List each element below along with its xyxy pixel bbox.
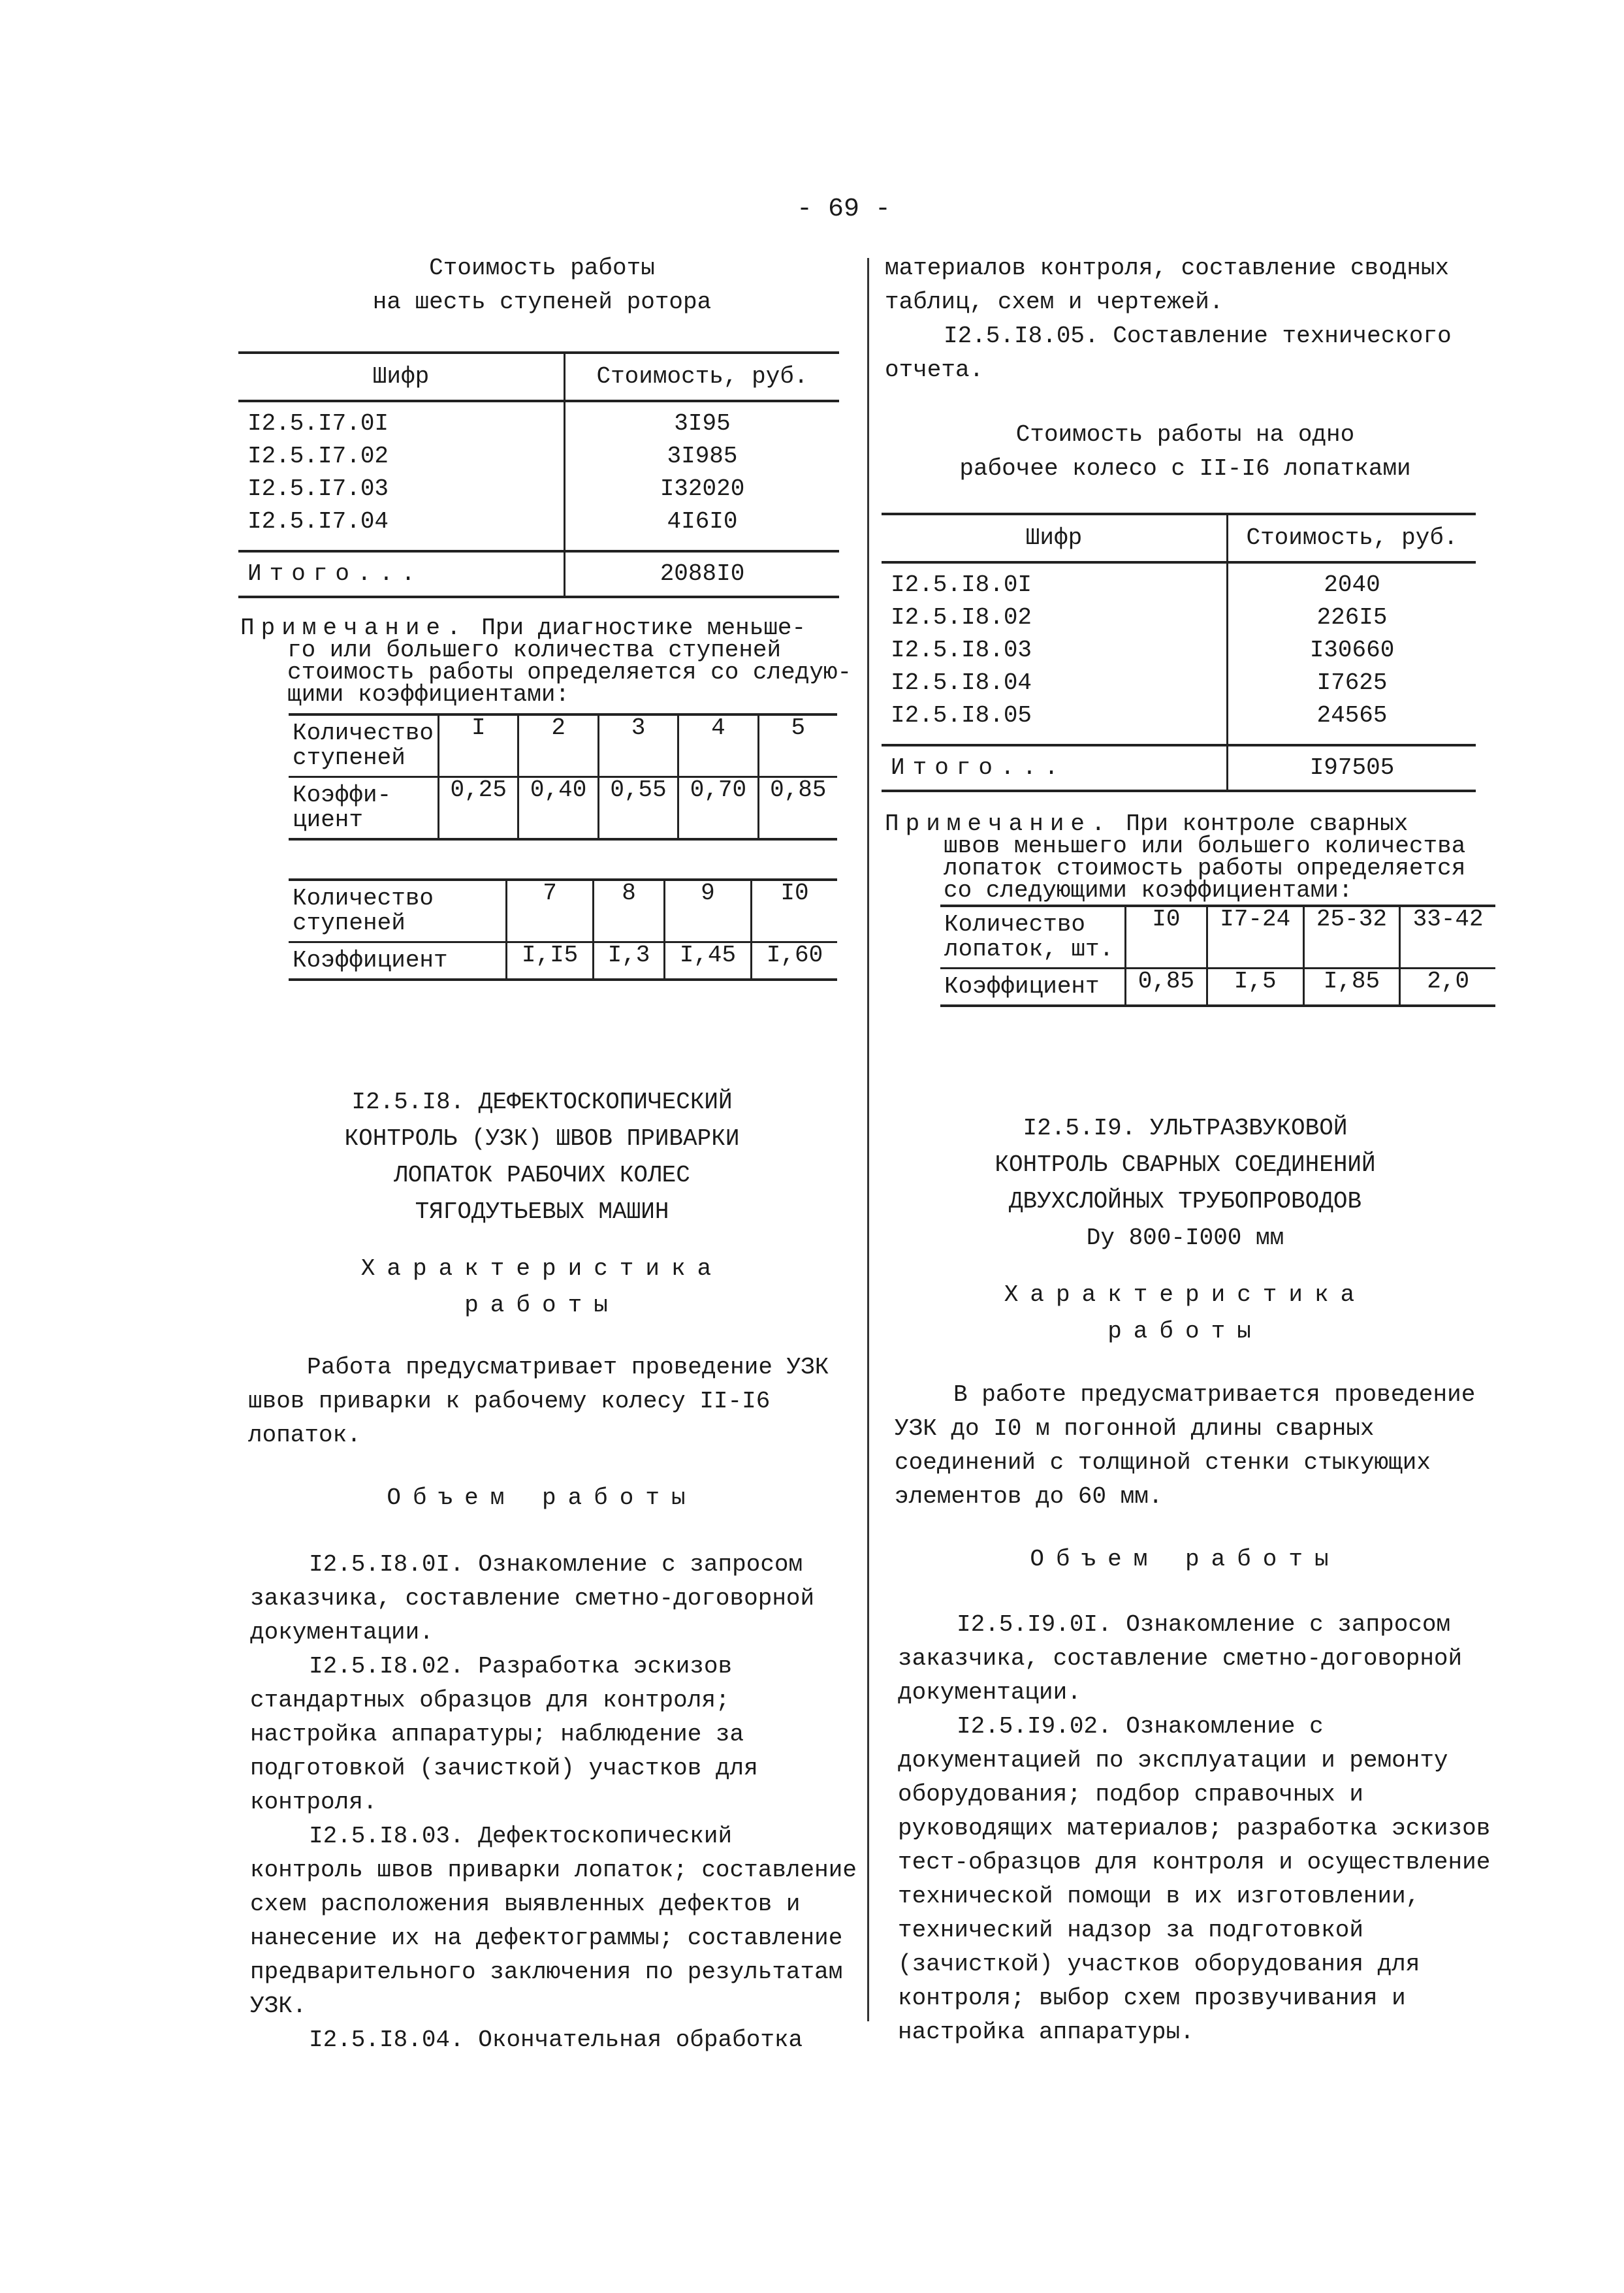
label-line: циент (293, 807, 364, 833)
row-label: Коэффициент (940, 969, 1126, 1006)
left-volume-heading: Объем работы (387, 1484, 697, 1511)
cell: I7-24 (1207, 906, 1303, 969)
left-characteristic-text: Работа предусматривает проведение УЗК швов приварки к рабочему колесу II-I6 лопаток. (248, 1354, 829, 1449)
left-note (240, 617, 854, 706)
table-row (289, 714, 837, 777)
right-volume-items (898, 1608, 1492, 2049)
caption-line: на шесть ступеней ротора (372, 289, 712, 315)
row-label (289, 880, 507, 942)
page-number: - 69 - (797, 195, 891, 224)
table-row (882, 562, 1476, 601)
note-text: При диагностике меньше- (481, 615, 806, 641)
cost-cell: 2040 (1324, 571, 1380, 598)
left-coef-table-1 (289, 713, 837, 841)
cell: 0,70 (678, 777, 758, 840)
cell: 0,85 (758, 777, 837, 840)
row-label (940, 906, 1126, 969)
label-line: ступеней (293, 910, 406, 937)
cell: 2 (518, 714, 598, 777)
caption-line: Стоимость работы на одно (1015, 421, 1355, 448)
cipher-cell: I2.5.I7.0I (238, 401, 565, 440)
list-item: I2.5.I8.0I. Ознакомление с запросом заказчика, составление сметно-договорной документации. (250, 1551, 815, 1646)
heading-line: Характеристика (360, 1255, 724, 1282)
table-row (289, 942, 837, 980)
table-row (882, 634, 1476, 667)
row-label (289, 777, 439, 840)
total-label: Итого... (882, 745, 1228, 791)
cell: 7 (507, 880, 594, 942)
label-line: Коэффи- (293, 782, 392, 809)
list-item: I2.5.I8.05. Составление технического отчета. (885, 323, 1452, 383)
continuation-text: материалов контроля, составление сводных таблиц, схем и чертежей. (885, 255, 1450, 315)
cell: 3 (598, 714, 678, 777)
title-line: Dу 800-I000 мм (1086, 1225, 1284, 1251)
cost-cell: 24565 (1316, 702, 1388, 729)
title-line: I2.5.I9. УЛЬТРАЗВУКОВОЙ (1023, 1115, 1348, 1142)
note-line: со следующими коэффициентами: (944, 877, 1353, 904)
title-line: ТЯГОДУТЬЕВЫХ МАШИН (415, 1198, 669, 1225)
table-row (238, 401, 839, 440)
column-header: Шифр (882, 514, 1228, 562)
cipher-cell: I2.5.I8.05 (882, 699, 1228, 745)
cipher-cell: I2.5.I7.02 (238, 440, 565, 473)
note-line: швов меньшего или большего количества (944, 833, 1466, 859)
heading-line: Характеристика (1004, 1281, 1367, 1308)
cell: 0,40 (518, 777, 598, 840)
cost-cell: I7625 (1316, 669, 1388, 696)
note-text: При контроле сварных (1126, 810, 1409, 837)
title-line: ДВУХСЛОЙНЫХ ТРУБОПРОВОДОВ (1008, 1188, 1362, 1215)
table-row (882, 601, 1476, 634)
right-cost-table (882, 513, 1476, 792)
label-line: Количество (293, 885, 434, 912)
note-line: щими коэффициентами: (287, 681, 570, 708)
cipher-cell: I2.5.I8.02 (882, 601, 1228, 634)
cipher-cell: I2.5.I7.03 (238, 473, 565, 505)
right-volume-heading: Объем работы (1030, 1546, 1341, 1573)
title-line: ЛОПАТОК РАБОЧИХ КОЛЕС (394, 1162, 690, 1189)
table-row (289, 777, 837, 840)
heading-line: работы (464, 1292, 620, 1319)
cost-cell: 3I985 (667, 443, 738, 470)
left-cost-table (238, 351, 839, 598)
cipher-cell: I2.5.I8.03 (882, 634, 1228, 667)
cell: 4 (678, 714, 758, 777)
list-item: I2.5.I9.0I. Ознакомление с запросом заказчика, составление сметно-договорной документации. (898, 1611, 1463, 1706)
cell: 2,0 (1400, 969, 1495, 1006)
cipher-cell: I2.5.I8.04 (882, 667, 1228, 699)
list-item: I2.5.I9.02. Ознакомление с документацией по эксплуатации и ремонту оборудования; подбор справочных и руководящих материалов; разработка эскизов тест-образцов для контроля и осуществление технической помощи в их изготовлении, технический надзор за подготовкой (зачисткой) участков оборудования для контроля; выбор схем прозвучивания и настройка аппаратуры. (898, 1713, 1491, 2045)
caption-line: Стоимость работы (429, 255, 655, 281)
cell: 9 (664, 880, 751, 942)
table-row (940, 906, 1495, 969)
cell: 25-32 (1303, 906, 1400, 969)
cell: 33-42 (1400, 906, 1495, 969)
total-value: I97505 (1228, 745, 1476, 791)
column-header: Стоимость, руб. (1228, 514, 1476, 562)
note-lead: Примечание. (240, 615, 468, 641)
cell: I0 (1126, 906, 1207, 969)
cipher-cell: I2.5.I8.0I (882, 562, 1228, 601)
table-row (238, 505, 839, 551)
cell: I0 (752, 880, 838, 942)
label-line: Количество (293, 720, 434, 746)
cell: I,3 (594, 942, 665, 980)
label-line: ступеней (293, 745, 406, 771)
right-characteristic-heading (885, 1277, 1486, 1350)
left-volume-items (250, 1548, 857, 2057)
table-row (238, 440, 839, 473)
heading-line: работы (1107, 1318, 1263, 1345)
list-item: I2.5.I8.04. Окончательная обработка (309, 2027, 803, 2053)
note-line: стоимость работы определяется со следую- (287, 659, 852, 686)
column-divider (867, 258, 869, 2021)
column-header: Стоимость, руб. (565, 353, 840, 401)
note-line: го или большего количества ступеней (287, 637, 782, 664)
cell: 0,85 (1126, 969, 1207, 1006)
list-item: I2.5.I8.02. Разработка эскизов стандартных образцов для контроля; настройка аппаратуры; наблюдение за подготовкой (зачисткой) участков для контроля. (250, 1653, 758, 1816)
table-row (882, 699, 1476, 745)
left-characteristic-heading (242, 1251, 842, 1324)
left-coef-table-2 (289, 878, 837, 981)
cost-cell: 4I6I0 (667, 508, 738, 535)
left-cost-caption (242, 251, 842, 319)
row-label (289, 714, 439, 777)
cell: I,85 (1303, 969, 1400, 1006)
note-lead: Примечание. (885, 810, 1112, 837)
cell: I,60 (752, 942, 838, 980)
label-line: лопаток, шт. (944, 936, 1114, 963)
list-item: I2.5.I8.03. Дефектоскопический контроль швов приварки лопаток; составление схем расположения выявленных дефектов и нанесение их на дефектограммы; составление предварительного заключения по результатам УЗК. (250, 1823, 857, 2019)
cost-cell: I30660 (1309, 637, 1395, 664)
note-line: лопаток стоимость работы определяется (944, 855, 1466, 882)
total-label: Итого... (238, 551, 565, 597)
column-header: Шифр (238, 353, 565, 401)
table-row (289, 880, 837, 942)
cell: 0,25 (439, 777, 518, 840)
left-section-title (242, 1084, 842, 1230)
right-note (885, 810, 1499, 904)
label-line: Количество (944, 911, 1086, 938)
cell: I,45 (664, 942, 751, 980)
cipher-cell: I2.5.I7.04 (238, 505, 565, 551)
table-row (882, 667, 1476, 699)
table-row (238, 473, 839, 505)
title-line: КОНТРОЛЬ СВАРНЫХ СОЕДИНЕНИЙ (995, 1151, 1376, 1178)
total-value: 2088I0 (565, 551, 840, 597)
cost-cell: 3I95 (674, 410, 731, 437)
right-characteristic-text: В работе предусматривается проведение УЗК до I0 м погонной длины сварных соединений с толщиной стенки стыкующих элементов до 60 мм. (895, 1381, 1476, 1510)
row-label: Коэффициент (289, 942, 507, 980)
cell: 5 (758, 714, 837, 777)
right-coef-table (940, 905, 1495, 1007)
right-top-text (885, 251, 1486, 387)
cell: I,I5 (507, 942, 594, 980)
cell: 8 (594, 880, 665, 942)
cell: I,5 (1207, 969, 1303, 1006)
table-row (940, 969, 1495, 1006)
cell: 0,55 (598, 777, 678, 840)
caption-line: рабочее колесо с II-I6 лопатками (959, 455, 1411, 482)
right-cost-caption (885, 418, 1486, 486)
cell: I (439, 714, 518, 777)
right-section-title (885, 1110, 1486, 1257)
title-line: I2.5.I8. ДЕФЕКТОСКОПИЧЕСКИЙ (351, 1089, 733, 1115)
total-row (882, 745, 1476, 791)
cost-cell: I32020 (660, 475, 745, 502)
total-row (238, 551, 839, 597)
cost-cell: 226I5 (1316, 604, 1388, 631)
title-line: КОНТРОЛЬ (УЗК) ШВОВ ПРИВАРКИ (344, 1125, 740, 1152)
